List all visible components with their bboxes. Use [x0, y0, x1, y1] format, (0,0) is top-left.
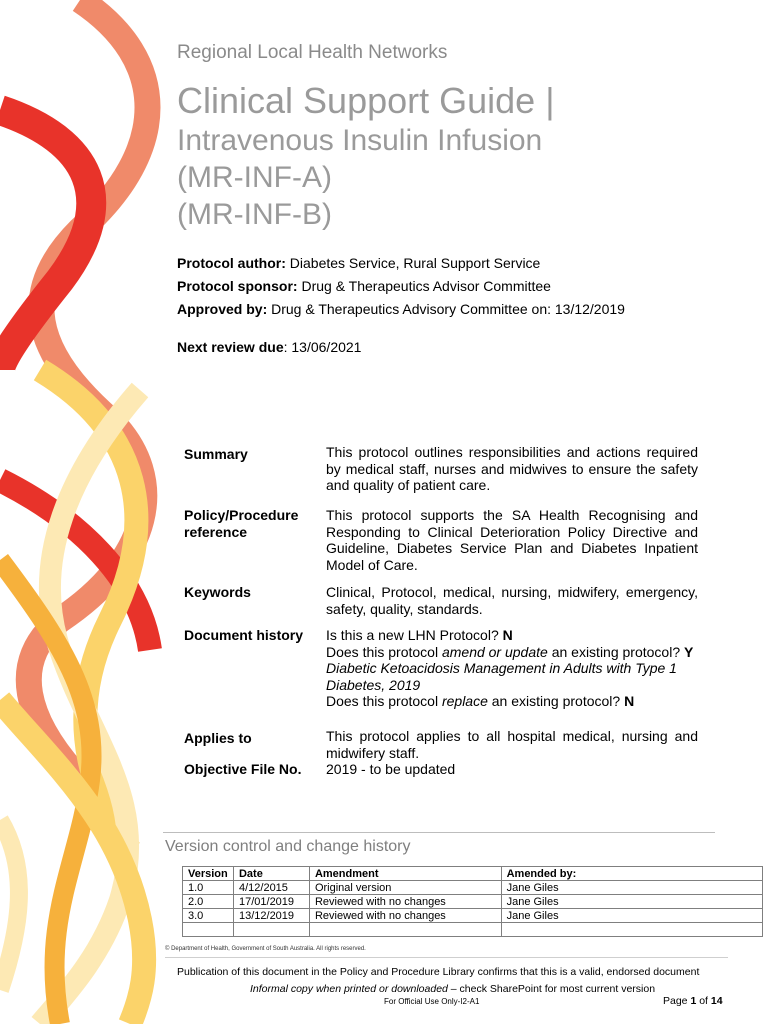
applies-to-label: Applies to: [184, 730, 252, 746]
section-divider: [163, 832, 715, 833]
page-word: Page: [663, 995, 688, 1007]
next-review-label: Next review due: [177, 339, 284, 355]
document-title: Clinical Support Guide |: [177, 80, 555, 121]
history-q2-em: amend or update: [441, 643, 548, 660]
decorative-ribbon-graphic: [0, 0, 165, 1024]
document-history-text: [326, 627, 698, 710]
history-replace-protocol: [326, 693, 698, 710]
cell-amended-by: Jane Giles: [501, 881, 762, 895]
history-a2: Y: [684, 643, 694, 660]
protocol-sponsor-value: Drug & Therapeutics Advisor Committee: [301, 278, 551, 294]
column-header-amended-by: Amended by:: [501, 867, 762, 881]
informal-copy-rest: – check SharePoint for most current version: [447, 983, 656, 995]
keywords-label: Keywords: [184, 584, 251, 600]
cell-version: 1.0: [183, 881, 234, 895]
cell-date: 4/12/2015: [233, 881, 309, 895]
document-history-label: Document history: [184, 627, 304, 643]
policy-label-line-1: Policy/Procedure: [184, 507, 299, 523]
protocol-sponsor: [177, 278, 551, 294]
objective-file-text: 2019 - to be updated: [326, 761, 456, 777]
table-row: [183, 895, 763, 909]
column-header-version: Version: [183, 867, 234, 881]
protocol-code-a: (MR-INF-A): [177, 161, 332, 194]
cell-amended-by: Jane Giles: [501, 895, 762, 909]
policy-reference-label: [184, 507, 298, 541]
next-review-value: : 13/06/2021: [283, 339, 362, 355]
cell-amendment: [309, 923, 501, 937]
column-header-amendment: Amendment: [309, 867, 501, 881]
cell-amendment: Reviewed with no changes: [309, 909, 501, 923]
next-review-due: [177, 339, 361, 355]
history-q3-pre: Does this protocol: [326, 693, 439, 709]
column-header-date: Date: [233, 867, 309, 881]
version-control-table: [182, 866, 763, 937]
page-number: [663, 995, 723, 1007]
copyright-notice: © Department of Health, Government of South Australia. All rights reserved.: [165, 946, 366, 952]
table-row-empty: [183, 923, 763, 937]
objective-file-label: Objective File No.: [184, 761, 302, 777]
cell-amended-by: Jane Giles: [501, 909, 762, 923]
protocol-author-label: Protocol author:: [177, 255, 286, 271]
informal-copy-notice: [250, 983, 655, 995]
applies-to-text: This protocol applies to all hospital medical, nursing and midwifery staff.: [326, 728, 698, 761]
footer-divider: [165, 957, 728, 958]
history-q1: Is this a new LHN Protocol?: [326, 627, 499, 643]
policy-reference-text: This protocol supports the SA Health Recognising and Responding to Clinical Deterioration Policy Directive and Guideline, Diabetes Service Plan and Diabetes Inpatient Model of Care.: [326, 507, 698, 573]
cell-amended-by: [501, 923, 762, 937]
approved-by-label: Approved by:: [177, 301, 268, 317]
policy-label-line-2: reference: [184, 524, 248, 540]
summary-label: Summary: [184, 446, 248, 462]
history-q3-em: replace: [441, 693, 488, 709]
organisation-name: Regional Local Health Networks: [177, 42, 448, 63]
page-current: 1: [690, 995, 697, 1007]
classification-label: For Official Use Only-I2-A1: [384, 997, 480, 1006]
approved-by: [177, 301, 625, 317]
cell-version: 3.0: [183, 909, 234, 923]
history-reference: Diabetic Ketoacidosis Management in Adults with Type 1 Diabetes, 2019: [326, 660, 677, 693]
protocol-author: [177, 255, 540, 271]
publication-notice: Publication of this document in the Policy and Procedure Library confirms that this is a valid, endorsed document: [177, 966, 700, 978]
protocol-code-b: (MR-INF-B): [177, 198, 332, 231]
history-q3-post: an existing protocol?: [491, 693, 621, 709]
history-q2-post: an existing protocol?: [551, 643, 681, 660]
page-of: of: [699, 995, 708, 1007]
protocol-sponsor-label: Protocol sponsor:: [177, 278, 298, 294]
cell-date: 13/12/2019: [233, 909, 309, 923]
cell-amendment: Reviewed with no changes: [309, 895, 501, 909]
history-q2-pre: Does this protocol: [326, 643, 439, 660]
cell-version: 2.0: [183, 895, 234, 909]
cell-date: [233, 923, 309, 937]
table-header-row: [183, 867, 763, 881]
history-a1: N: [502, 627, 513, 643]
cell-version: [183, 923, 234, 937]
table-row: [183, 909, 763, 923]
protocol-author-value: Diabetes Service, Rural Support Service: [289, 255, 541, 271]
cell-date: 17/01/2019: [233, 895, 309, 909]
keywords-text: Clinical, Protocol, medical, nursing, midwifery, emergency, safety, quality, standards.: [326, 584, 698, 617]
history-new-protocol: [326, 627, 698, 644]
table-row: [183, 881, 763, 895]
approved-by-value: Drug & Therapeutics Advisory Committee on: 13/12/2019: [271, 301, 625, 317]
page-total: 14: [710, 995, 723, 1007]
cell-amendment: Original version: [309, 881, 501, 895]
document-subtitle: Intravenous Insulin Infusion: [177, 124, 543, 157]
version-control-title: Version control and change history: [165, 838, 411, 855]
summary-text: This protocol outlines responsibilities and actions required by medical staff, nurses and midwives to ensure the safety and quality of patient care.: [326, 444, 698, 493]
history-a3: N: [624, 693, 635, 709]
informal-copy-emphasis: Informal copy when printed or downloaded: [250, 983, 448, 995]
history-amend-protocol: [326, 644, 698, 661]
